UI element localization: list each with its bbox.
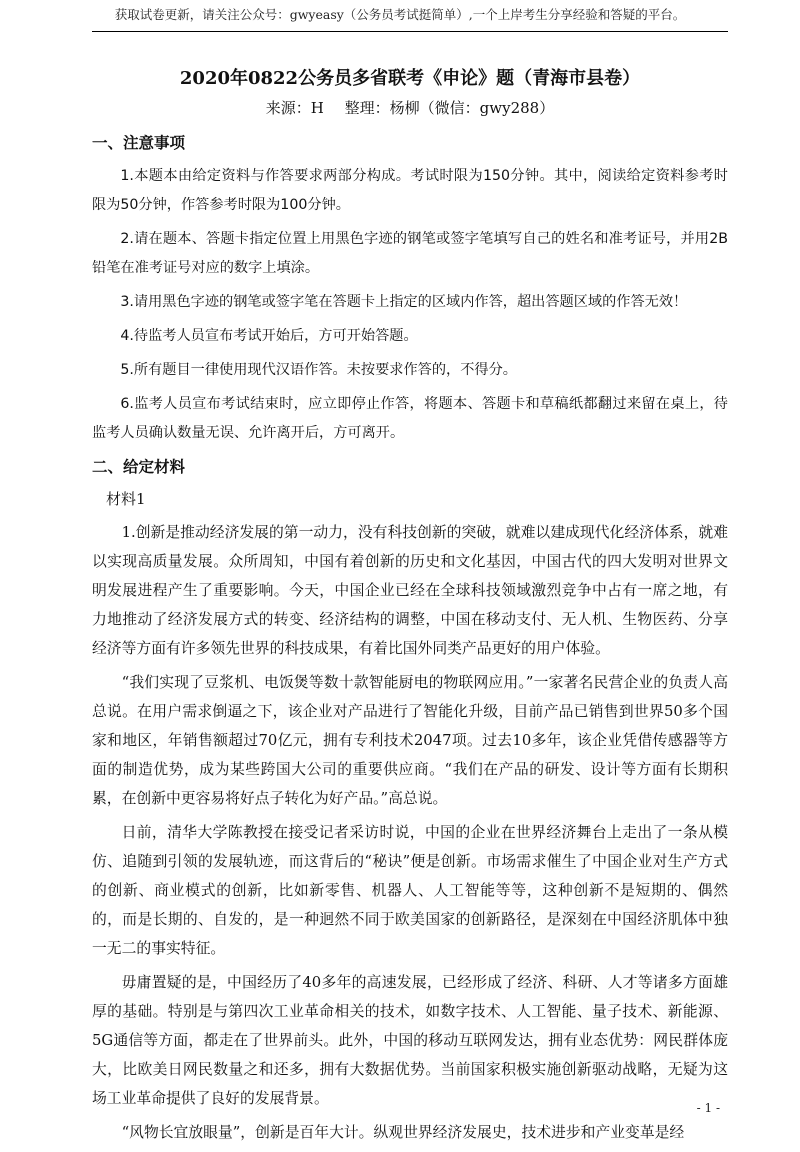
organizer-label: 整理：杨柳（微信：gwy288） (344, 99, 555, 117)
material-paragraph: “风物长宜放眼量”，创新是百年大计。纵观世界经济发展史，技术进步和产业变革是经 (121, 1124, 685, 1141)
source-label: 来源：H (265, 99, 324, 117)
notice-item: 6.监考人员宣布考试结束时，应立即停止作答，将题本、答题卡和草稿纸都翻过来留在桌上，待监考人员确认数量无误、允许离开后，方可离开。 (92, 396, 728, 441)
notice-item: 3.请用黑色字迹的钢笔或签字笔在答题卡上指定的区域内作答，超出答题区域的作答无效！ (120, 294, 688, 310)
document-source-line (92, 96, 728, 120)
materials-heading: 二、给定材料 (92, 457, 186, 476)
header-divider (92, 31, 728, 32)
notice-item: 2.请在题本、答题卡指定位置上用黑色字迹的钢笔或签字笔填写自己的姓名和准考证号，并用2B铅笔在准考证号对应的数字上填涂。 (92, 231, 728, 276)
notice-item: 1.本题本由给定资料与作答要求两部分构成。考试时限为150分钟。其中，阅读给定资料参考时限为50分钟，作答参考时限为100分钟。 (92, 168, 728, 213)
notice-item: 5.所有题目一律使用现代汉语作答。未按要求作答的，不得分。 (120, 362, 517, 378)
notice-heading: 一、注意事项 (92, 133, 186, 152)
material-paragraph: 毋庸置疑的是，中国经历了40多年的高速发展，已经形成了经济、科研、人才等诸多方面雄厚的基础。特别是与第四次工业革命相关的技术，如数字技术、人工智能、量子技术、新能源、5G通信等方面，都走在了世界前头。此外，中国的移动互联网发达，拥有业态优势：网民群体庞大，比欧美日网民数量之和还多，拥有大数据优势。当前国家积极实施创新驱动战略，无疑为这场工业革命提供了良好的发展背景。 (92, 974, 728, 1107)
notice-item: 4.待监考人员宣布考试开始后，方可开始答题。 (120, 328, 418, 344)
document-title: 2020年0822公务员多省联考《申论》题（青海市县卷） (179, 68, 641, 89)
page-header-notice: 获取试卷更新，请关注公众号：gwyeasy（公务员考试挺简单）,一个上岸考生分享经验和答疑的平台。 (114, 7, 686, 22)
material-paragraph: 1.创新是推动经济发展的第一动力，没有科技创新的突破，就难以建成现代化经济体系，就难以实现高质量发展。众所周知，中国有着创新的历史和文化基因，中国古代的四大发明对世界文明发展进程产生了重要影响。今天，中国企业已经在全球科技领域激烈竞争中占有一席之地，有力地推动了经济发展方式的转变、经济结构的调整，中国在移动支付、无人机、生物医药、分享经济等方面有许多领先世界的科技成果，有着比国外同类产品更好的用户体验。 (92, 524, 728, 657)
material-paragraph: 日前，清华大学陈教授在接受记者采访时说，中国的企业在世界经济舞台上走出了一条从模仿、追随到引领的发展轨迹，而这背后的“秘诀”便是创新。市场需求催生了中国企业对生产方式的创新、商业模式的创新，比如新零售、机器人、人工智能等等，这种创新不是短期的、偶然的，而是长期的、自发的，是一种迥然不同于欧美国家的创新路径，是深刻在中国经济肌体中独一无二的事实特征。 (92, 824, 728, 957)
material-paragraph: “我们实现了豆浆机、电饭煲等数十款智能厨电的物联网应用。”一家著名民营企业的负责人高总说。在用户需求倒逼之下，该企业对产品进行了智能化升级，目前产品已销售到世界50多个国家和地区，年销售额超过70亿元，拥有专利技术2047项。过去10多年，该企业凭借传感器等方面的制造优势，成为某些跨国大公司的重要供应商。“我们在产品的研发、设计等方面有长期积累，在创新中更容易将好点子转化为好产品。”高总说。 (92, 674, 728, 807)
material-title: 材料1 (106, 490, 146, 508)
page-number: - 1 - (696, 1101, 720, 1115)
document-body (92, 56, 728, 1152)
